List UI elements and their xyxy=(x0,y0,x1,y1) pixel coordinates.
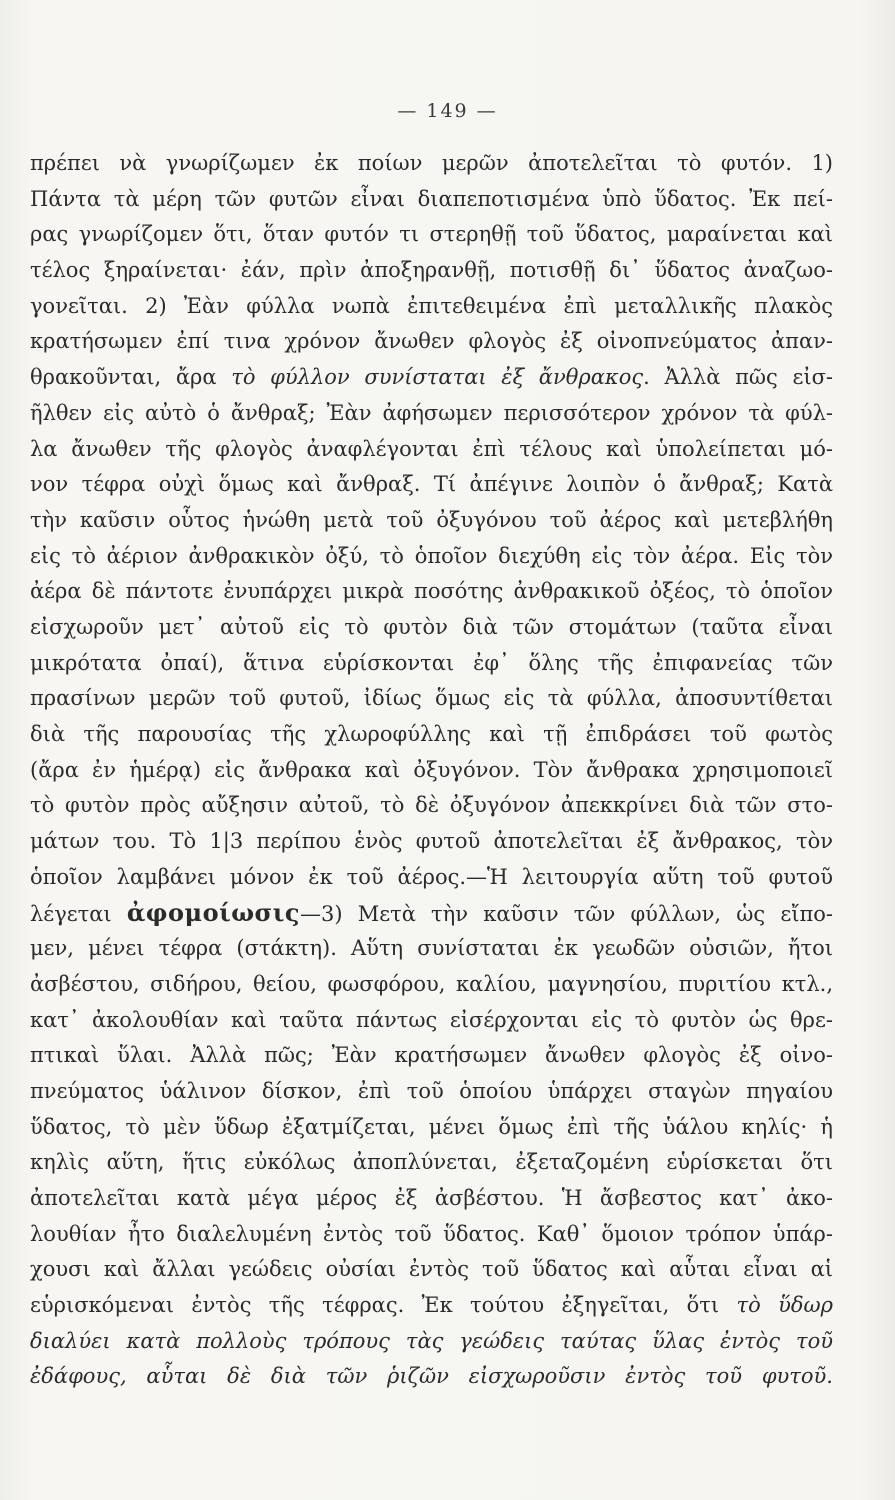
text-line: ὕδατος, τὸ μὲν ὕδωρ ἐξατμίζεται, μένει ὅμως ἐπὶ τῆς ὑάλου κηλίς· ἡ xyxy=(30,1114,833,1139)
text-run: . Ἀλλὰ πῶς εἰσ- xyxy=(643,365,833,390)
text-line: χουσι καὶ ἄλλαι γεώδεις οὐσίαι ἐντὸς τοῦ ὕδατος καὶ αὗται εἶναι αἱ xyxy=(30,1257,833,1282)
text-line: νον τέφρα οὐχὶ ὅμως καὶ ἄνθραξ. Τί ἀπέγινε λοιπὸν ὁ ἄνθραξ; Κατὰ xyxy=(30,472,833,497)
text-line xyxy=(30,360,833,396)
body-text xyxy=(30,146,833,1395)
text-line: ἀποτελεῖται κατὰ μέγα μέρος ἐξ ἀσβέστου. Ἡ ἄσβεστος κατ᾽ ἀκο- xyxy=(30,1185,833,1210)
text-line: πρέπει νὰ γνωρίζωμεν ἐκ ποίων μερῶν ἀποτελεῖται τὸ φυτόν. 1) xyxy=(30,151,833,175)
page-number: — 149 — xyxy=(397,100,498,122)
text-line: πνεύματος ὑάλινον δίσκον, ἐπὶ τοῦ ὁποίου ὑπάρχει σταγὼν πηγαίου xyxy=(30,1078,833,1103)
text-line: μεν, μένει τέφρα (στάκτη). Αὕτη συνίσταται ἐκ γεωδῶν οὐσιῶν, ἤτοι xyxy=(30,936,833,961)
text-line: τὴν καῦσιν οὗτος ἡνώθη μετὰ τοῦ ὀξυγόνου τοῦ ἀέρος καὶ μετεβλήθη xyxy=(30,507,833,532)
text-run: εὑρισκόμεναι ἐντὸς τῆς τέφρας. Ἐκ τούτου ἐξηγεῖται, ὅτι xyxy=(30,1293,720,1317)
text-line: διαλύει κατὰ πολλοὺς τρόπους τὰς γεώδεις ταύτας ὕλας ἐντὸς τοῦ xyxy=(30,1328,833,1353)
text-line: κατ᾽ ἀκολουθίαν καὶ ταῦτα πάντως εἰσέρχονται εἰς τὸ φυτὸν ὡς θρε- xyxy=(30,1007,833,1032)
text-line: ρας γνωρίζομεν ὅτι, ὅταν φυτόν τι στερηθῇ τοῦ ὕδατος, μαραίνεται καὶ xyxy=(30,222,833,247)
text-line: λουθίαν ἦτο διαλελυμένη ἐντὸς τοῦ ὕδατος. Καθ᾽ ὅμοιον τρόπον ὑπάρ- xyxy=(30,1221,833,1246)
text-line: ἀσβέστου, σιδήρου, θείου, φωσφόρου, καλίου, μαγνησίου, πυριτίου κτλ., xyxy=(30,971,833,996)
italic-phrase: τὸ ὕδωρ xyxy=(736,1293,833,1317)
text-line: μάτων του. Τὸ 1|3 περίπου ἑνὸς φυτοῦ ἀποτελεῖται ἐξ ἄνθρακος, τὸν xyxy=(30,829,833,854)
text-line: διὰ τῆς παρουσίας τῆς χλωροφύλλης καὶ τῇ ἐπιδράσει τοῦ φωτὸς xyxy=(30,722,833,746)
text-line: (ἄρα ἐν ἡμέρᾳ) εἰς ἄνθρακα καὶ ὀξυγόνον. Τὸν ἄνθρακα χρησιμοποιεῖ xyxy=(30,757,833,782)
text-line: ἀέρα δὲ πάντοτε ἐνυπάρχει μικρὰ ποσότης ἀνθρακικοῦ ὀξέος, τὸ ὁποῖον xyxy=(30,579,833,604)
text-line: κρατήσωμεν ἐπί τινα χρόνον ἄνωθεν φλογὸς ἐξ οἰνοπνεύματος ἀπαν- xyxy=(30,329,833,354)
italic-phrase: τὸ φύλλον συνίσταται ἐξ ἄνθρακος xyxy=(231,365,644,390)
text-line: ὁποῖον λαμβάνει μόνον ἐκ τοῦ ἀέρος.—Ἡ λειτουργία αὕτη τοῦ φυτοῦ xyxy=(30,864,833,889)
text-line: τὸ φυτὸν πρὸς αὔξησιν αὐτοῦ, τὸ δὲ ὀξυγόνον ἀπεκκρίνει διὰ τῶν στο- xyxy=(30,793,833,818)
text-line: γονεῖται. 2) Ἐὰν φύλλα νωπὰ ἐπιτεθειμένα ἐπὶ μεταλλικῆς πλακὸς xyxy=(30,293,833,318)
text-line: πτικαὶ ὕλαι. Ἀλλὰ πῶς; Ἐὰν κρατήσωμεν ἄνωθεν φλογὸς ἐξ οἰνο- xyxy=(30,1043,833,1068)
text-run: —3) Μετὰ τὴν καῦσιν τῶν φύλλων, ὡς εἴπο- xyxy=(299,902,833,927)
text-run: λέγεται xyxy=(30,902,112,927)
text-line: εἰς τὸ ἀέριον ἀνθρακικὸν ὀξύ, τὸ ὁποῖον διεχύθη εἰς τὸν ἀέρα. Εἰς τὸν xyxy=(30,543,833,568)
text-line: εἰσχωροῦν μετ᾽ αὐτοῦ εἰς τὸ φυτὸν διὰ τῶν στομάτων (ταῦτα εἶναι xyxy=(30,614,833,639)
text-line: Πάντα τὰ μέρη τῶν φυτῶν εἶναι διαπεποτισμένα ὑπὸ ὕδατος. Ἐκ πεί- xyxy=(30,186,833,211)
text-line: ῆλθεν εἰς αὐτὸ ὁ ἄνθραξ; Ἐὰν ἀφήσωμεν περισσότερον χρόνον τὰ φύλ- xyxy=(30,400,833,425)
text-run: θρακοῦνται, ἄρα xyxy=(30,365,217,390)
text-line: ἐδάφους, αὗται δὲ διὰ τῶν ῥιζῶν εἰσχωροῦσιν ἐντὸς τοῦ φυτοῦ. xyxy=(30,1364,833,1389)
text-line: λα ἄνωθεν τῆς φλογὸς ἀναφλέγονται ἐπὶ τέλους καὶ ὑπολείπεται μό- xyxy=(30,436,833,461)
text-line: πρασίνων μερῶν τοῦ φυτοῦ, ἰδίως ὅμως εἰς τὰ φύλλα, ἀποσυντίθεται xyxy=(30,686,833,711)
text-line: μικρότατα ὀπαί), ἅτινα εὑρίσκονται ἐφ᾽ ὅλης τῆς ἐπιφανείας τῶν xyxy=(30,650,833,675)
text-line: τέλος ξηραίνεται· ἐάν, πρὶν ἀποξηρανθῇ, ποτισθῇ δι᾽ ὕδατος ἀναζωο- xyxy=(30,258,833,283)
text-line xyxy=(30,1288,833,1324)
text-line: κηλὶς αὕτη, ἥτις εὐκόλως ἀποπλύνεται, ἐξεταζομένη εὑρίσκεται ὅτι xyxy=(30,1150,833,1175)
bold-term: ἀφομοίωσις xyxy=(126,898,300,928)
text-line xyxy=(30,895,833,931)
